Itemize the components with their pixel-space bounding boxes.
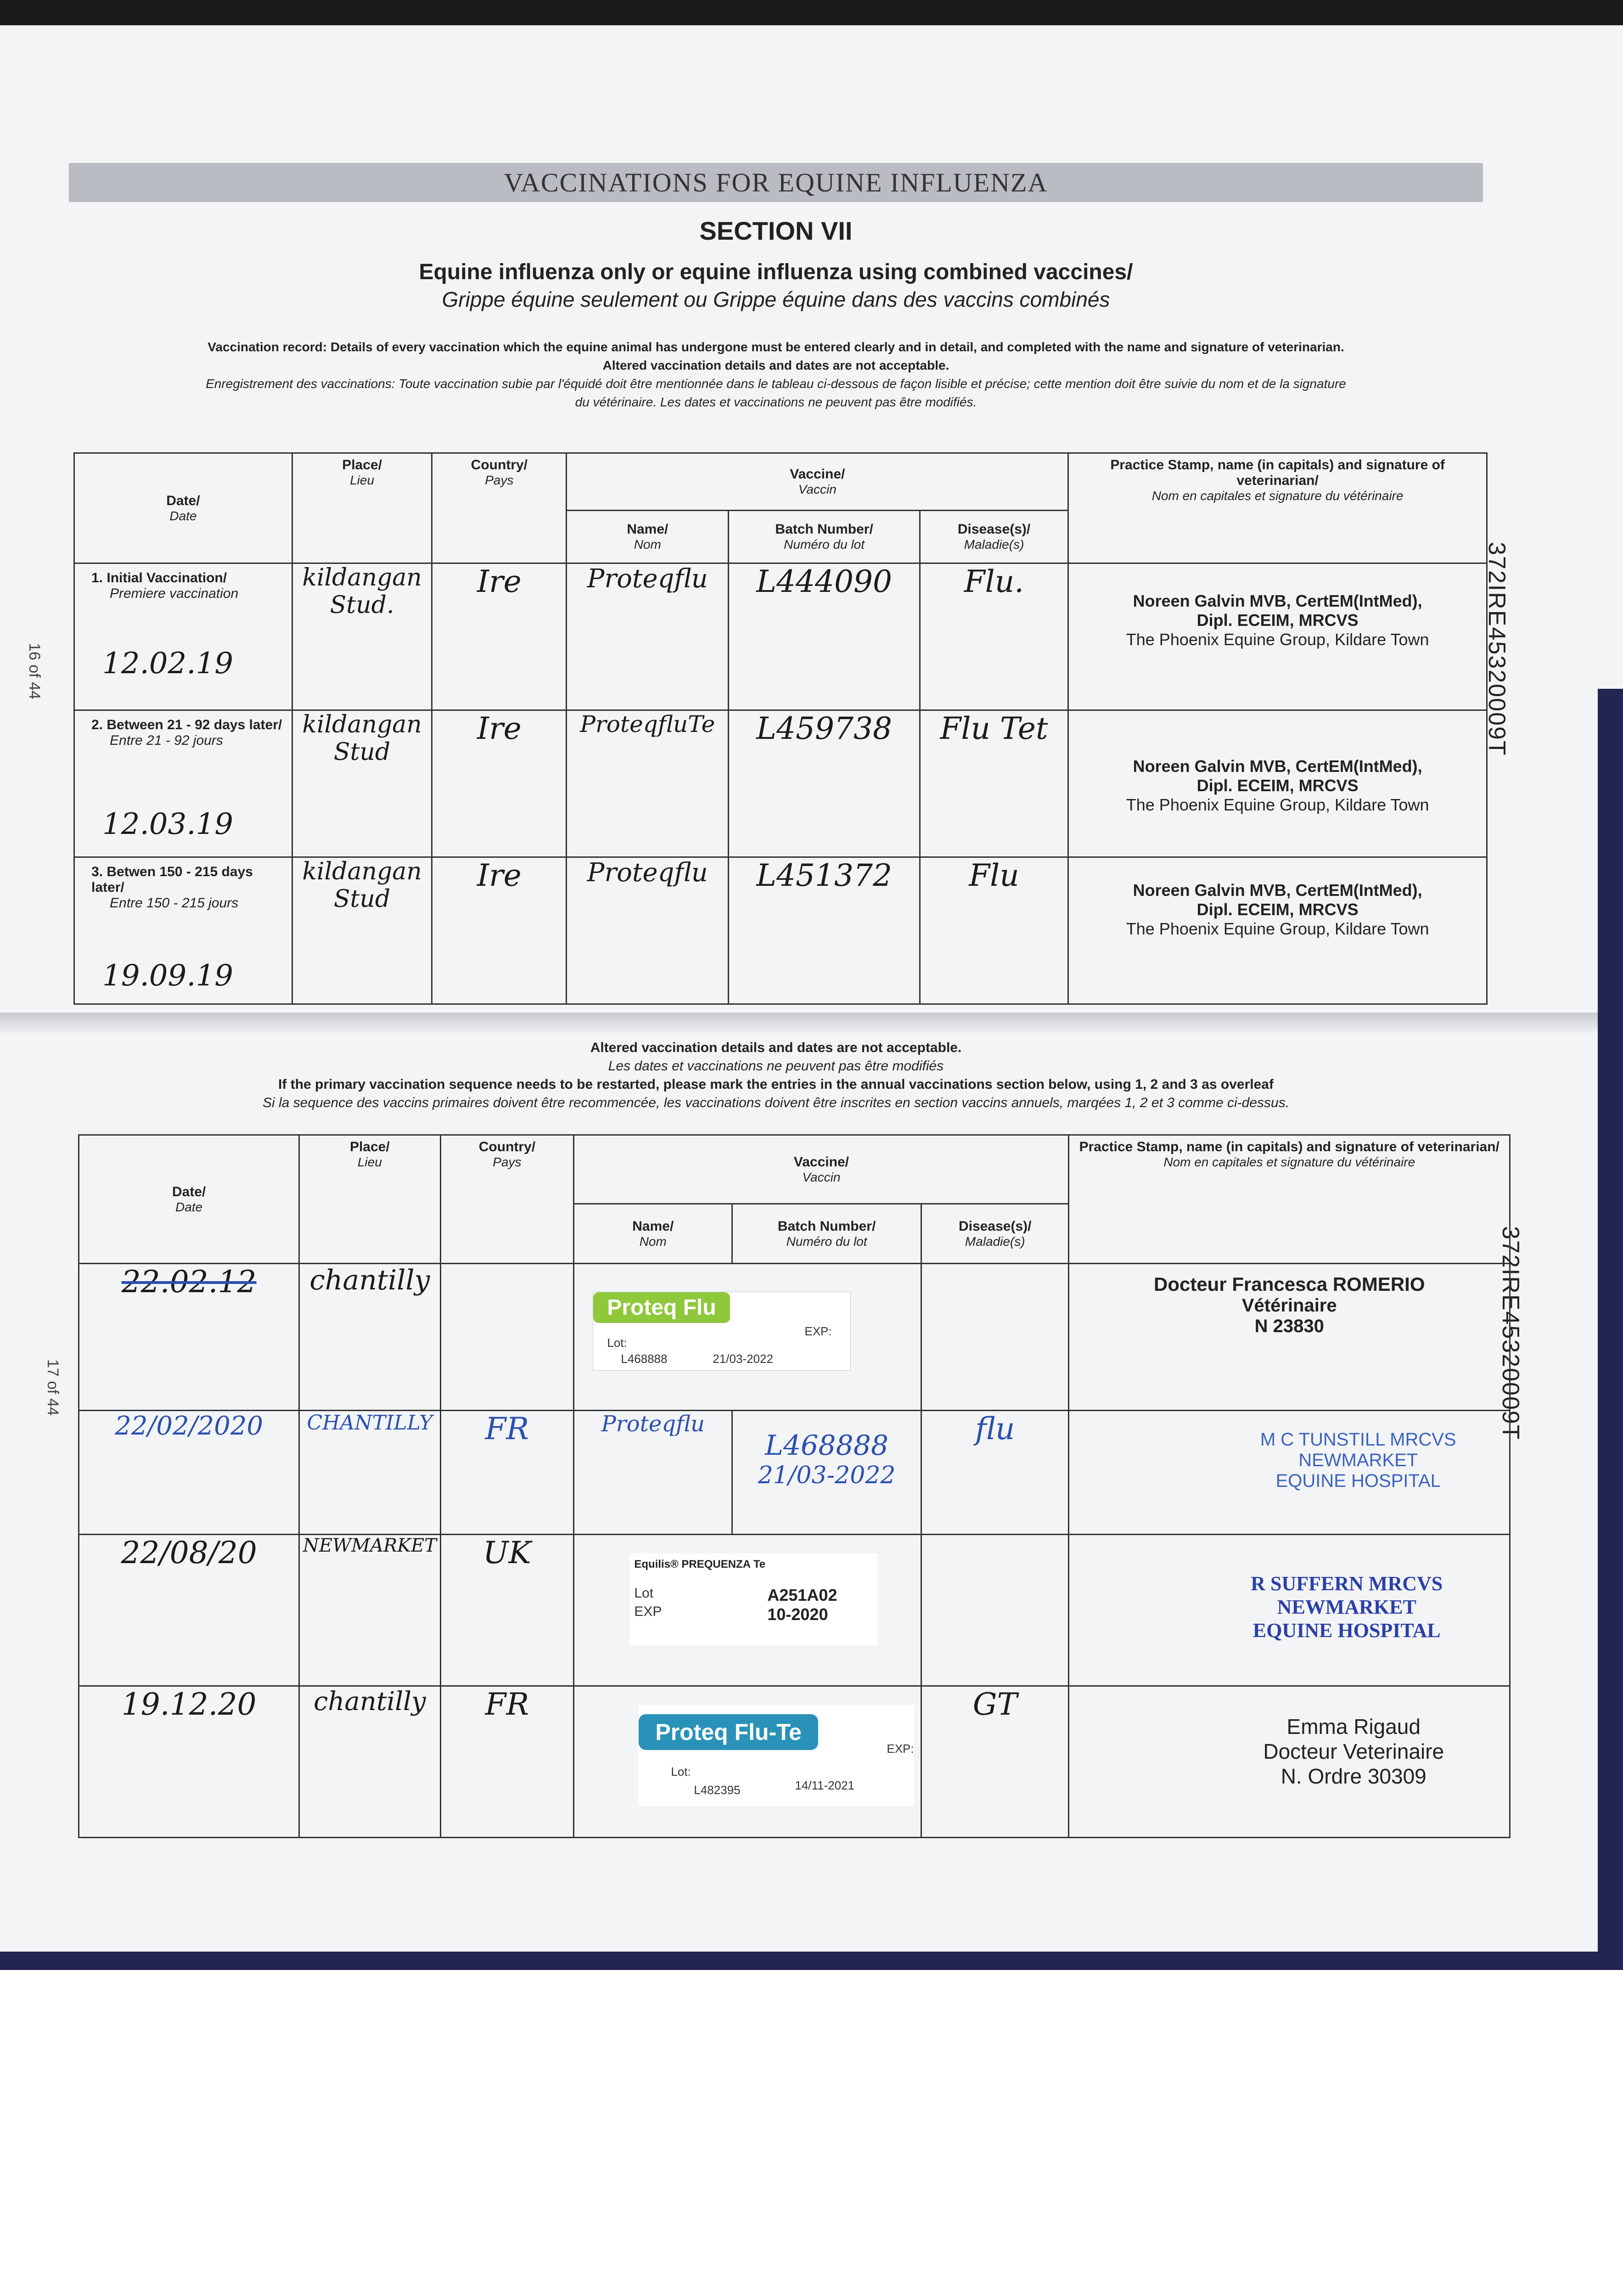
batch-cell: L444090 (729, 563, 920, 710)
section-banner: VACCINATIONS FOR EQUINE INFLUENZA (69, 163, 1483, 202)
table-row (79, 1686, 1510, 1838)
table-row (79, 1264, 1510, 1411)
col-stamp: Practice Stamp, name (in capitals) and signature of veterinarian/ Nom en capitales et signature du vétérinaire (1069, 1135, 1510, 1264)
vaccine-name-cell: Proteqflu (574, 1411, 732, 1535)
batch-cell: L451372 (729, 857, 920, 1004)
subtitle-en: Equine influenza only or equine influenza using combined vaccines/ (419, 260, 1133, 284)
passport-serial: 372IRE45320009T (1497, 1226, 1524, 1441)
disease-cell (921, 1535, 1069, 1686)
col-date: Date/ Date (74, 453, 292, 563)
disease-cell (921, 1264, 1069, 1411)
date-cell: 2. Between 21 - 92 days later/ Entre 21 - 92 jours 12.03.19 (74, 710, 292, 857)
country-cell (440, 1264, 574, 1411)
stamp-cell: M C TUNSTILL MRCVS NEWMARKET EQUINE HOSPITAL (1069, 1411, 1510, 1535)
cover-edge-right (1598, 689, 1623, 1952)
stamp-cell: Emma Rigaud Docteur Veterinaire N. Ordre 30309 (1069, 1686, 1510, 1838)
vaccine-sticker: Proteq Flu-Te Lot: EXP: L482395 14/11-2021 (639, 1705, 914, 1806)
vaccine-sticker: Equilis® PREQUENZA Te Lot EXP A251A02 10-2020 (629, 1553, 877, 1645)
batch-cell: L468888 21/03-2022 (732, 1411, 921, 1535)
table-row (74, 563, 1487, 710)
page-number: 17 of 44 (44, 1359, 62, 1416)
place-cell: kildangan Stud (292, 857, 432, 1004)
vaccine-name-cell: ProteqfluTe (567, 710, 729, 857)
col-disease: Disease(s)/ Maladie(s) (921, 1204, 1069, 1264)
table-row (74, 710, 1487, 857)
col-vaccine: Vaccine/ Vaccin (567, 453, 1068, 511)
disease-cell: Flu (920, 857, 1068, 1004)
stamp-cell: Noreen Galvin MVB, CertEM(IntMed), Dipl. ECEIM, MRCVS The Phoenix Equine Group, Kildare Town (1068, 857, 1487, 1004)
place-cell: chantilly (299, 1264, 440, 1411)
passport-serial: 372IRE45320009T (1483, 542, 1510, 756)
stamp-cell: Noreen Galvin MVB, CertEM(IntMed), Dipl. ECEIM, MRCVS The Phoenix Equine Group, Kildare Town (1068, 710, 1487, 857)
place-cell: CHANTILLY (299, 1411, 440, 1535)
place-cell: NEWMARKET (299, 1535, 440, 1686)
vaccine-sticker: Proteq Flu Lot: EXP: L468888 21/03-2022 (593, 1292, 851, 1371)
disease-cell: Flu. (920, 563, 1068, 710)
place-cell: kildangan Stud. (292, 563, 432, 710)
place-cell: chantilly (299, 1686, 440, 1838)
col-place: Place/ Lieu (292, 453, 432, 563)
section-title: SECTION VII (699, 216, 853, 245)
date-cell: 3. Betwen 150 - 215 days later/ Entre 150 - 215 jours 19.09.19 (74, 857, 292, 1004)
restart-text-en: If the primary vaccination sequence needs to be restarted, please mark the entries in the annual vaccinations section below, using 1, 2 and 3 as overleaf (278, 1077, 1274, 1092)
scan-edge (0, 0, 1623, 28)
place-cell: kildangan Stud (292, 710, 432, 857)
country-cell: UK (440, 1535, 574, 1686)
country-cell: Ire (432, 710, 567, 857)
col-country: Country/ Pays (432, 453, 567, 563)
altered-text-en: Altered vaccination details and dates are not acceptable. (590, 1040, 962, 1055)
table-row (79, 1411, 1510, 1535)
batch-cell: L459738 (729, 710, 920, 857)
stamp-cell: R SUFFERN MRCVS NEWMARKET EQUINE HOSPITAL (1069, 1535, 1510, 1686)
disease-cell: GT (921, 1686, 1069, 1838)
country-cell: Ire (432, 563, 567, 710)
annual-vaccination-table (78, 1134, 1511, 1838)
disease-cell: flu (921, 1411, 1069, 1535)
restart-text-fr: Si la sequence des vaccins primaires doivent être recommencée, les vaccinations doivent être inscrites en section vaccins annuels, marqées 1, 2 et 3 comme ci-dessus. (262, 1095, 1290, 1110)
col-batch: Batch Number/ Numéro du lot (732, 1204, 921, 1264)
date-cell: 22/08/20 (79, 1535, 299, 1686)
record-text-en: Vaccination record: Details of every vaccination which the equine animal has undergone must be entered clearly and in detail, and completed with the name and signature of veterinarian. (208, 340, 1344, 354)
col-stamp: Practice Stamp, name (in capitals) and signature of veterinarian/ Nom en capitales et signature du vétérinaire (1068, 453, 1487, 563)
date-cell: 1. Initial Vaccination/ Premiere vaccination 12.02.19 (74, 563, 292, 710)
col-name: Name/ Nom (567, 511, 729, 563)
col-disease: Disease(s)/ Maladie(s) (920, 511, 1068, 563)
country-cell: FR (440, 1411, 574, 1535)
col-name: Name/ Nom (574, 1204, 732, 1264)
date-cell: 22.02.12 (79, 1264, 299, 1411)
date-cell: 19.12.20 (79, 1686, 299, 1838)
record-text-fr-2: du vétérinaire. Les dates et vaccinations ne peuvent pas être modifiés. (575, 395, 977, 409)
table-row (74, 857, 1487, 1004)
stamp-cell: Docteur Francesca ROMERIO Vétérinaire N 23830 (1069, 1264, 1510, 1411)
altered-text-fr: Les dates et vaccinations ne peuvent pas être modifiés (608, 1058, 944, 1074)
col-batch: Batch Number/ Numéro du lot (729, 511, 920, 563)
vaccine-label-cell (574, 1686, 921, 1838)
vaccine-label-cell (574, 1535, 921, 1686)
col-country: Country/ Pays (440, 1135, 574, 1264)
disease-cell: Flu Tet (920, 710, 1068, 857)
country-cell: Ire (432, 857, 567, 1004)
page-number: 16 of 44 (26, 643, 43, 699)
col-place: Place/ Lieu (299, 1135, 440, 1264)
page-fold (0, 1013, 1623, 1033)
vaccine-label-cell (574, 1264, 921, 1411)
vaccine-name-cell: Proteqflu (567, 563, 729, 710)
date-cell: 22/02/2020 (79, 1411, 299, 1535)
cover-edge-bottom (0, 1952, 1623, 1970)
country-cell: FR (440, 1686, 574, 1838)
subtitle-fr: Grippe équine seulement ou Grippe équine dans des vaccins combinés (442, 287, 1110, 311)
stamp-cell: Noreen Galvin MVB, CertEM(IntMed), Dipl. ECEIM, MRCVS The Phoenix Equine Group, Kildare Town (1068, 563, 1487, 710)
vaccine-name-cell: Proteqflu (567, 857, 729, 1004)
record-text-en-2: Altered vaccination details and dates are not acceptable. (602, 358, 949, 372)
col-vaccine: Vaccine/ Vaccin (574, 1135, 1069, 1204)
record-text-fr: Enregistrement des vaccinations: Toute vaccination subie par l'équidé doit être mentionnée dans le tableau ci-dessous de façon lisible et précise; cette mention doit être suivie du nom et de la signature (206, 377, 1346, 391)
table-row (79, 1535, 1510, 1686)
col-date: Date/ Date (79, 1135, 299, 1264)
primary-vaccination-table (73, 452, 1488, 1005)
